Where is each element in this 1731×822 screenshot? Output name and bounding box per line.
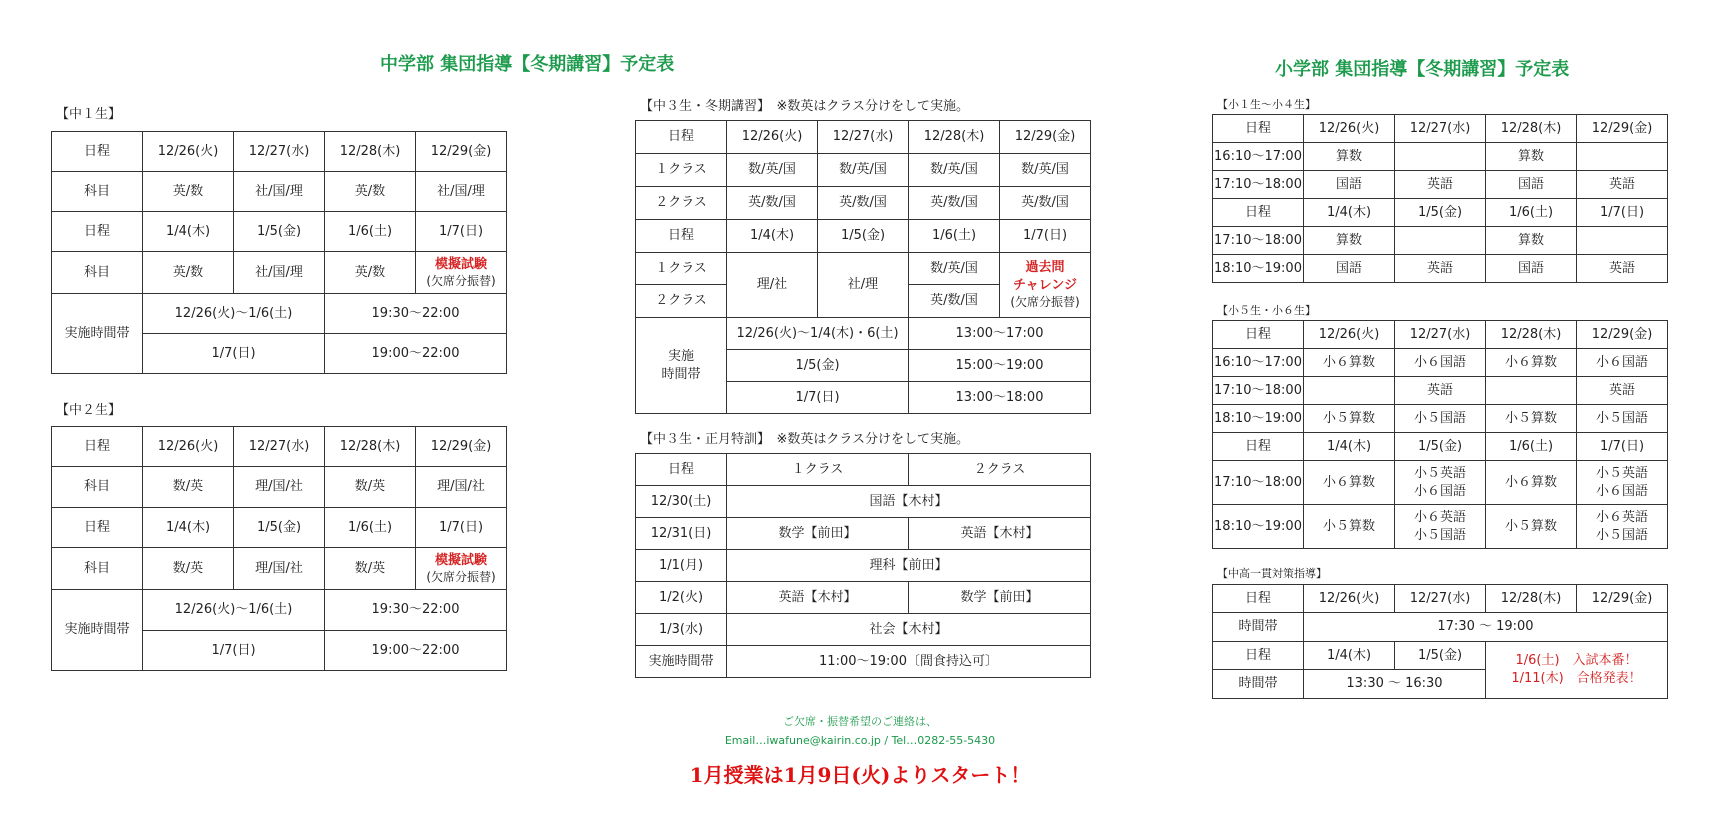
cell bbox=[1395, 505, 1486, 549]
cell: 1/7(日) bbox=[1000, 220, 1091, 253]
cell bbox=[1395, 143, 1486, 171]
cell: 19:30〜22:00 bbox=[325, 590, 507, 631]
cell: 小６算数 bbox=[1304, 349, 1395, 377]
cell: 英/数/国 bbox=[727, 187, 818, 220]
cell: 数/英 bbox=[325, 548, 416, 590]
cell: 13:30 〜 16:30 bbox=[1304, 670, 1486, 699]
cell: 算数 bbox=[1304, 143, 1395, 171]
cell: 英語 bbox=[1395, 255, 1486, 283]
cell: 数/英/国 bbox=[1000, 154, 1091, 187]
line: 小５英語 bbox=[1595, 465, 1648, 481]
cell: 12/26(火)〜1/4(木)・6(土) bbox=[727, 318, 909, 350]
line: 小６国語 bbox=[1595, 483, 1648, 499]
jhe-table bbox=[1212, 584, 1668, 699]
cell: 日程 bbox=[1213, 321, 1304, 349]
cell: 1/3(水) bbox=[636, 614, 727, 646]
jh3ny-table bbox=[635, 453, 1091, 678]
cell: 12/26(火) bbox=[727, 121, 818, 154]
time-label bbox=[636, 318, 727, 414]
cell bbox=[1486, 377, 1577, 405]
cell: 1/6(土) bbox=[1486, 433, 1577, 461]
cell: 12/28(木) bbox=[325, 132, 416, 172]
cell: 18:10〜19:00 bbox=[1213, 505, 1304, 549]
past-challenge-cell bbox=[1000, 253, 1091, 318]
cell: 国語 bbox=[1304, 255, 1395, 283]
cell: １クラス bbox=[636, 253, 727, 285]
cell: 1/5(金) bbox=[1395, 199, 1486, 227]
cell: ２クラス bbox=[636, 187, 727, 220]
contact-line1: ご欠席・振替希望のご連絡は、 bbox=[783, 715, 937, 728]
cell: 日程 bbox=[636, 454, 727, 486]
cell: 12/26(火) bbox=[1304, 321, 1395, 349]
result-note: 1/11(木) 合格発表！ bbox=[1511, 671, 1642, 686]
cell: 12/27(水) bbox=[234, 132, 325, 172]
cell bbox=[1577, 143, 1668, 171]
cell: 12/29(金) bbox=[1577, 115, 1668, 143]
es-title: 小学部 集団指導【冬期講習】予定表 bbox=[1275, 59, 1570, 80]
cell: 12/29(金) bbox=[1577, 321, 1668, 349]
cell: 理/国/社 bbox=[234, 467, 325, 508]
cell: 算数 bbox=[1486, 227, 1577, 255]
cell: 日程 bbox=[52, 508, 143, 548]
exam-text: 模擬試験 bbox=[434, 256, 487, 272]
cell: 12/28(木) bbox=[1486, 321, 1577, 349]
cell: 18:10〜19:00 bbox=[1213, 255, 1304, 283]
cell: 19:30〜22:00 bbox=[325, 294, 507, 334]
cell: 日程 bbox=[52, 427, 143, 467]
line: 小５英語 bbox=[1413, 465, 1466, 481]
cell: 12/28(木) bbox=[325, 427, 416, 467]
cell: 16:10〜17:00 bbox=[1213, 349, 1304, 377]
cell: 1/5(金) bbox=[234, 508, 325, 548]
cell: 社/国/理 bbox=[234, 252, 325, 294]
cell: 小６算数 bbox=[1486, 461, 1577, 505]
cell: 日程 bbox=[52, 132, 143, 172]
cell: １クラス bbox=[636, 154, 727, 187]
cell: 英語 bbox=[1577, 255, 1668, 283]
cell: 12/31(日) bbox=[636, 518, 727, 550]
cell: １クラス bbox=[727, 454, 909, 486]
cell: 18:10〜19:00 bbox=[1213, 405, 1304, 433]
cell: 英/数 bbox=[325, 252, 416, 294]
cell: 科目 bbox=[52, 252, 143, 294]
cell: 算数 bbox=[1486, 143, 1577, 171]
cell: 日程 bbox=[1213, 115, 1304, 143]
time-label-2: 時間帯 bbox=[661, 366, 701, 382]
cell: 英/数/国 bbox=[909, 187, 1000, 220]
jh2-table bbox=[51, 426, 507, 671]
cell: 国語 bbox=[1486, 255, 1577, 283]
time-label: 実施時間帯 bbox=[52, 294, 143, 374]
jh1-row-dates bbox=[52, 132, 507, 172]
line: 小６国語 bbox=[1413, 483, 1466, 499]
es56-table bbox=[1212, 320, 1668, 549]
cell: 1/4(木) bbox=[1304, 642, 1395, 670]
cell: 1/4(木) bbox=[727, 220, 818, 253]
cell: 数学【前田】 bbox=[909, 582, 1091, 614]
cell: 日程 bbox=[636, 121, 727, 154]
cell: 英/数/国 bbox=[1000, 187, 1091, 220]
cell: 小５算数 bbox=[1304, 405, 1395, 433]
exam-text: 模擬試験 bbox=[434, 552, 487, 568]
cell: 日程 bbox=[52, 212, 143, 252]
cell: 小５国語 bbox=[1577, 405, 1668, 433]
cell: 1/7(日) bbox=[143, 631, 325, 671]
cell: 1/4(木) bbox=[143, 508, 234, 548]
cell: 時間帯 bbox=[1213, 613, 1304, 642]
cell: 科目 bbox=[52, 172, 143, 212]
cell: 小６算数 bbox=[1486, 349, 1577, 377]
cell: 日程 bbox=[1213, 585, 1304, 613]
jh1-row-time1 bbox=[52, 294, 507, 334]
cell: 12/26(火) bbox=[143, 427, 234, 467]
exam-note: (欠席分振替) bbox=[426, 570, 496, 585]
cell: 12/26(火) bbox=[143, 132, 234, 172]
es14-table bbox=[1212, 114, 1668, 283]
cell: 12/26(火) bbox=[1304, 585, 1395, 613]
cell: 12/28(木) bbox=[1486, 115, 1577, 143]
cell: 国語【木村】 bbox=[727, 486, 1091, 518]
cell: 12/29(金) bbox=[1000, 121, 1091, 154]
cell: 算数 bbox=[1304, 227, 1395, 255]
cell: 1/5(金) bbox=[1395, 642, 1486, 670]
cell: 数/英/国 bbox=[818, 154, 909, 187]
jh1-row-dates2 bbox=[52, 212, 507, 252]
cell: 1/7(日) bbox=[1577, 199, 1668, 227]
cell: 12/26(火)〜1/6(土) bbox=[143, 590, 325, 631]
cell: 英/数 bbox=[143, 252, 234, 294]
cell: 15:00〜19:00 bbox=[909, 350, 1091, 382]
cell bbox=[1577, 505, 1668, 549]
cell: 小５算数 bbox=[1486, 505, 1577, 549]
cell bbox=[1395, 461, 1486, 505]
start-notice: 1月授業は1月9日(火)よりスタート！ bbox=[689, 763, 1031, 787]
cell: 12/26(火)〜1/6(土) bbox=[143, 294, 325, 334]
cell: 日程 bbox=[1213, 642, 1304, 670]
cell: 社会【木村】 bbox=[727, 614, 1091, 646]
jh1-label: 【中１生】 bbox=[56, 107, 122, 122]
line: 小６英語 bbox=[1413, 509, 1466, 525]
past-note: (欠席分振替) bbox=[1010, 295, 1080, 310]
cell: 17:10〜18:00 bbox=[1213, 171, 1304, 199]
cell: 12/27(水) bbox=[1395, 115, 1486, 143]
exam-cell bbox=[416, 548, 507, 590]
cell: 1/5(金) bbox=[818, 220, 909, 253]
cell: 12/27(水) bbox=[234, 427, 325, 467]
cell: 日程 bbox=[1213, 199, 1304, 227]
cell: 19:00〜22:00 bbox=[325, 334, 507, 374]
cell: 17:10〜18:00 bbox=[1213, 377, 1304, 405]
cell: 英語 bbox=[1577, 377, 1668, 405]
cell: 数/英 bbox=[143, 467, 234, 508]
cell: 英語【木村】 bbox=[727, 582, 909, 614]
past2: チャレンジ bbox=[1013, 277, 1077, 293]
cell: 1/7(日) bbox=[727, 382, 909, 414]
cell: 英/数/国 bbox=[909, 285, 1000, 318]
cell bbox=[1395, 227, 1486, 255]
cell: 1/6(土) bbox=[325, 212, 416, 252]
cell: 英/数 bbox=[143, 172, 234, 212]
cell: 小５算数 bbox=[1486, 405, 1577, 433]
cell: 数/英/国 bbox=[909, 154, 1000, 187]
cell: 数学【前田】 bbox=[727, 518, 909, 550]
cell: 12/30(土) bbox=[636, 486, 727, 518]
cell: 社/国/理 bbox=[234, 172, 325, 212]
cell: 1/7(日) bbox=[416, 508, 507, 548]
exam-note: (欠席分振替) bbox=[426, 274, 496, 289]
cell: 13:00〜18:00 bbox=[909, 382, 1091, 414]
past1: 過去問 bbox=[1025, 260, 1065, 276]
cell: 国語 bbox=[1304, 171, 1395, 199]
cell: 12/26(火) bbox=[1304, 115, 1395, 143]
cell: 社/理 bbox=[818, 253, 909, 318]
cell: ２クラス bbox=[909, 454, 1091, 486]
cell: 1/6(土) bbox=[325, 508, 416, 548]
cell bbox=[1304, 377, 1395, 405]
cell: 1/7(日) bbox=[143, 334, 325, 374]
cell: 11:00〜19:00〔間食持込可〕 bbox=[727, 646, 1091, 678]
contact-line2: Email…iwafune@kairin.co.jp / Tel…0282-55-5430 bbox=[724, 734, 996, 747]
cell: 1/4(木) bbox=[143, 212, 234, 252]
cell: 科目 bbox=[52, 467, 143, 508]
jh-title: 中学部 集団指導【冬期講習】予定表 bbox=[380, 54, 675, 75]
cell: 英語【木村】 bbox=[909, 518, 1091, 550]
cell bbox=[1577, 461, 1668, 505]
cell: 英/数/国 bbox=[818, 187, 909, 220]
es56-label: 【小５生・小６生】 bbox=[1217, 304, 1316, 317]
cell: 科目 bbox=[52, 548, 143, 590]
cell: 日程 bbox=[636, 220, 727, 253]
line: 小６英語 bbox=[1595, 509, 1648, 525]
cell: 理科【前田】 bbox=[727, 550, 1091, 582]
cell: 小６国語 bbox=[1577, 349, 1668, 377]
cell: 13:00〜17:00 bbox=[909, 318, 1091, 350]
cell: 1/6(土) bbox=[1486, 199, 1577, 227]
cell: 12/29(金) bbox=[1577, 585, 1668, 613]
cell: 1/2(火) bbox=[636, 582, 727, 614]
exam-notice-cell bbox=[1486, 642, 1668, 699]
jh3-table bbox=[635, 120, 1091, 414]
cell: 12/29(金) bbox=[416, 132, 507, 172]
time-label-1: 実施 bbox=[667, 348, 694, 364]
cell: 1/1(月) bbox=[636, 550, 727, 582]
cell: 小５国語 bbox=[1395, 405, 1486, 433]
cell: 英語 bbox=[1395, 171, 1486, 199]
jh3ny-label: 【中３生・正月特訓】 ※数英はクラス分けをして実施。 bbox=[640, 432, 970, 447]
cell: 12/29(金) bbox=[416, 427, 507, 467]
cell: 英/数 bbox=[325, 172, 416, 212]
time-label: 実施時間帯 bbox=[52, 590, 143, 671]
cell: 理/国/社 bbox=[234, 548, 325, 590]
cell: 小５算数 bbox=[1304, 505, 1395, 549]
cell: 12/27(水) bbox=[1395, 585, 1486, 613]
cell: 実施時間帯 bbox=[636, 646, 727, 678]
jh3-label: 【中３生・冬期講習】 ※数英はクラス分けをして実施。 bbox=[640, 99, 970, 114]
cell: 数/英 bbox=[325, 467, 416, 508]
cell: 12/27(水) bbox=[1395, 321, 1486, 349]
jh1-row-subjects bbox=[52, 172, 507, 212]
cell: 理/社 bbox=[727, 253, 818, 318]
line: 小５国語 bbox=[1413, 527, 1466, 543]
cell: 数/英/国 bbox=[909, 253, 1000, 285]
cell: 1/5(金) bbox=[1395, 433, 1486, 461]
cell: 1/7(日) bbox=[416, 212, 507, 252]
cell bbox=[1577, 227, 1668, 255]
jh2-label: 【中２生】 bbox=[56, 403, 122, 418]
jhe-label: 【中高一貫対策指導】 bbox=[1217, 567, 1327, 580]
cell: 16:10〜17:00 bbox=[1213, 143, 1304, 171]
cell: 日程 bbox=[1213, 433, 1304, 461]
cell: 1/7(日) bbox=[1577, 433, 1668, 461]
cell: ２クラス bbox=[636, 285, 727, 318]
cell: 小６算数 bbox=[1304, 461, 1395, 505]
cell: 小６国語 bbox=[1395, 349, 1486, 377]
cell: 17:10〜18:00 bbox=[1213, 227, 1304, 255]
cell: 12/28(木) bbox=[909, 121, 1000, 154]
cell: 1/4(木) bbox=[1304, 433, 1395, 461]
cell: 17:30 〜 19:00 bbox=[1304, 613, 1668, 642]
cell: 1/4(木) bbox=[1304, 199, 1395, 227]
cell: 時間帯 bbox=[1213, 670, 1304, 699]
line: 小５国語 bbox=[1595, 527, 1648, 543]
jh1-row-subjects2 bbox=[52, 252, 507, 294]
cell: 12/28(木) bbox=[1486, 585, 1577, 613]
cell: 1/5(金) bbox=[727, 350, 909, 382]
es14-label: 【小１生〜小４生】 bbox=[1217, 98, 1316, 111]
cell: 社/国/理 bbox=[416, 172, 507, 212]
cell: 1/5(金) bbox=[234, 212, 325, 252]
cell: 英語 bbox=[1577, 171, 1668, 199]
cell: 理/国/社 bbox=[416, 467, 507, 508]
cell: 17:10〜18:00 bbox=[1213, 461, 1304, 505]
cell: 1/6(土) bbox=[909, 220, 1000, 253]
cell: 数/英 bbox=[143, 548, 234, 590]
cell: 国語 bbox=[1486, 171, 1577, 199]
jh1-table bbox=[51, 131, 507, 374]
cell: 英語 bbox=[1395, 377, 1486, 405]
exam-day-note: 1/6(土) 入試本番！ bbox=[1515, 653, 1638, 669]
cell: 19:00〜22:00 bbox=[325, 631, 507, 671]
cell: 数/英/国 bbox=[727, 154, 818, 187]
cell: 12/27(水) bbox=[818, 121, 909, 154]
exam-cell bbox=[416, 252, 507, 294]
